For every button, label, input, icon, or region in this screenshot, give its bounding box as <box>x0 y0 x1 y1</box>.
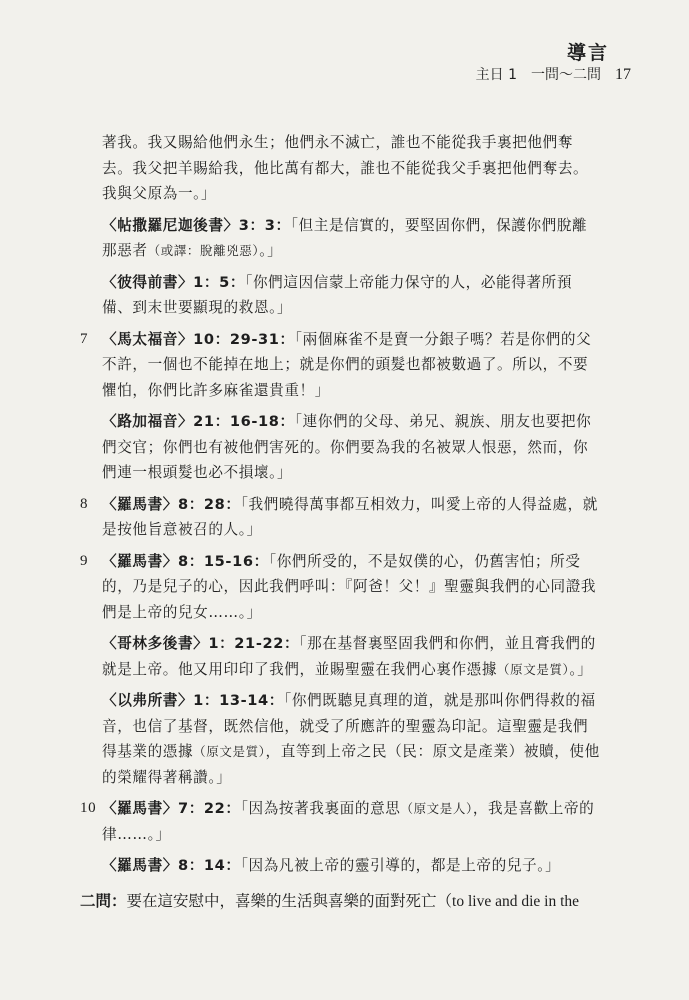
verse-text-tail: 。」 <box>259 242 283 259</box>
verse-paragraph <box>80 492 600 543</box>
verse-text: 「你們所受的，不是奴僕的心，仍舊害怕；所受的，乃是兒子的心，因此我們呼叫：『阿爸！父！』聖靈與我們的心同證我們是上帝的兒女……。」 <box>102 552 597 621</box>
translation-note: （原文是質） <box>193 744 266 759</box>
paragraph-number: 10 <box>80 800 97 816</box>
question-two <box>80 889 610 911</box>
scripture-references <box>80 130 600 885</box>
verse-paragraph <box>102 688 600 790</box>
paragraph-number: 7 <box>80 330 89 347</box>
scripture-reference: 〈羅馬書〉8：15-16： <box>102 552 269 570</box>
verse-paragraph <box>80 549 600 626</box>
paragraph-number: 9 <box>80 552 89 569</box>
translation-note: （原文是質） <box>497 661 570 677</box>
verse-text: 「但主是信實的，要堅固你們，保護你們脫離那惡者 <box>102 216 588 259</box>
verse-paragraph <box>102 853 600 879</box>
verse-text: 著我。我又賜給他們永生；他們永不滅亡，誰也不能從我手裏把他們奪去。我父把羊賜給我，他比萬有都大，誰也不能從我父手裏把他們奪去。我與父原為一。」 <box>102 134 589 202</box>
running-header <box>476 64 631 84</box>
scripture-reference: 〈哥林多後書〉1：21-22： <box>102 635 300 652</box>
verse-text: 「兩個麻雀不是賣一分銀子嗎？若是你們的父不許，一個也不能掉在地上；就是你們的頭髮也都被數過了。所以，不要懼怕，你們比許多麻雀還貴重！」 <box>102 330 592 399</box>
verse-paragraph <box>102 631 600 682</box>
scripture-reference: 〈羅馬書〉8：14： <box>102 857 241 874</box>
scripture-reference: 〈路加福音〉21：16-18： <box>102 413 295 430</box>
verse-text: 「那在基督裏堅固我們和你們，並且膏我們的就是上帝。他又用印印了我們，並賜聖靈在我們心裏作憑據 <box>102 635 596 678</box>
chapter-title: 導言 <box>566 42 609 64</box>
verse-text: 「你們這因信蒙上帝能力保守的人，必能得著所預備、到末世要顯現的救恩。」 <box>102 273 573 316</box>
verse-text: 「你們既聽見真理的道，就是那叫你們得救的福音，也信了基督，既然信他，就受了所應許的聖靈為印記。這聖靈是我們得基業的憑據 <box>102 692 596 760</box>
verse-text: 「我們曉得萬事都互相效力，叫愛上帝的人得益處，就是按他旨意被召的人。」 <box>102 495 598 538</box>
verse-paragraph <box>80 327 600 404</box>
scripture-reference: 〈帖撒羅尼迦後書〉3：3： <box>102 216 291 234</box>
scripture-reference: 〈彼得前書〉1：5： <box>102 273 246 291</box>
scripture-reference: 〈羅馬書〉7：22： <box>102 800 241 817</box>
translation-note: （原文是人） <box>400 801 473 816</box>
verse-text: 「因為凡被上帝的靈引導的，都是上帝的兒子。」 <box>240 857 561 874</box>
question-text: 要在這安慰中，喜樂的生活與喜樂的面對死亡 <box>126 892 437 910</box>
verse-paragraph <box>80 796 600 847</box>
verse-paragraph <box>102 213 600 264</box>
section-label: 主日 1 一問～二問 <box>475 67 601 83</box>
verse-text-tail: ，直等到上帝之民（民：原文是產業）被贖，使他的榮耀得著稱讚。」 <box>102 743 600 786</box>
paragraph-number: 8 <box>80 495 89 512</box>
verse-text: 「連你們的父母、弟兄、親族、朋友也要把你們交官；你們也有被他們害死的。你們要為我的名被眾人恨惡，然而，你們連一根頭髮也必不損壞。」 <box>102 413 592 481</box>
page-number: 17 <box>615 66 631 83</box>
verse-text-tail: ，我是喜歡上帝的律……。」 <box>102 800 595 843</box>
verse-paragraph <box>102 409 600 486</box>
question-label: 二問： <box>80 892 127 910</box>
verse-paragraph <box>102 130 600 207</box>
scripture-reference: 〈羅馬書〉8：28： <box>102 495 241 513</box>
verse-paragraph <box>102 270 600 321</box>
scripture-reference: 〈以弗所書〉1：13-14： <box>102 692 284 709</box>
verse-text: 「因為按著我裏面的意思 <box>240 800 401 817</box>
scripture-reference: 〈馬太福音〉10：29-31： <box>102 330 295 348</box>
translation-note: （或譯：脫離兇惡） <box>147 243 260 258</box>
verse-text-tail: 。」 <box>569 660 593 678</box>
question-english: （to live and die in the <box>436 893 580 910</box>
